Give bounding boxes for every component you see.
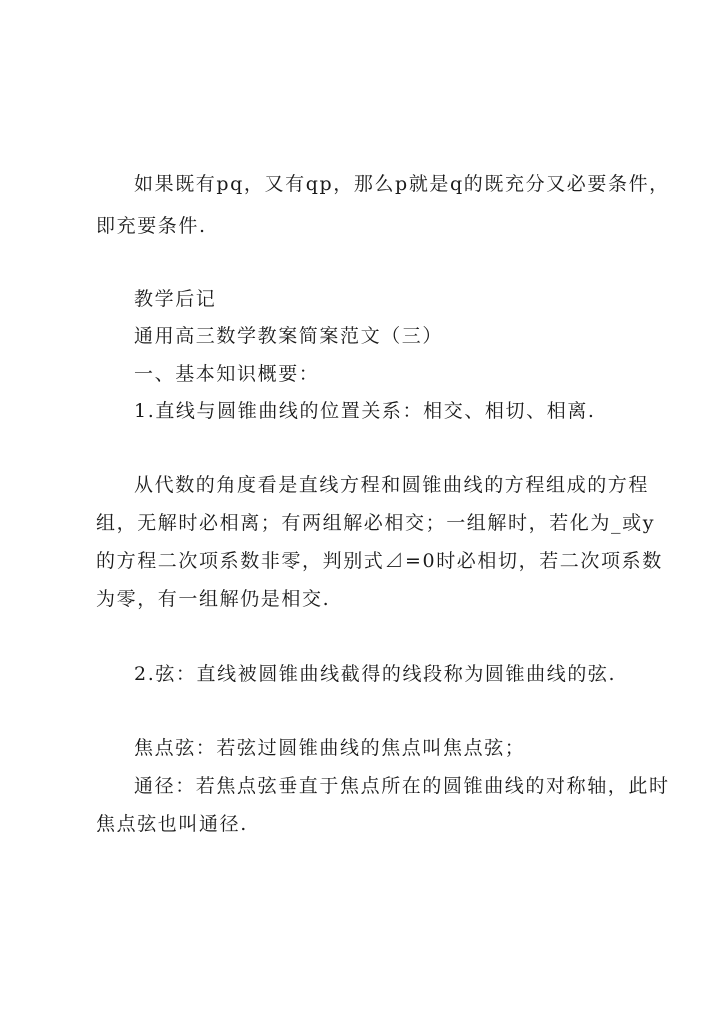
latus-rectum-definition-line-2: 焦点弦也叫通径.: [96, 813, 248, 835]
paragraph-sufficient-necessary-line-1: 如果既有pq，又有qp，那么p就是q的既充分又必要条件，: [134, 173, 670, 195]
paragraph-algebraic-view-line-2: 组，无解时必相离；有两组解必相交；一组解时，若化为_或y: [96, 512, 656, 534]
paragraph-algebraic-view-line-1: 从代数的角度看是直线方程和圆锥曲线的方程组成的方程: [134, 474, 650, 496]
section-title: 通用高三数学教案简案范文（三）: [134, 325, 444, 347]
basic-overview-heading: 一、基本知识概要：: [134, 363, 320, 385]
item-2-chord-definition: 2.弦：直线被圆锥曲线截得的线段称为圆锥曲线的弦.: [134, 663, 617, 685]
latus-rectum-definition-line-1: 通径：若焦点弦垂直于焦点所在的圆锥曲线的对称轴，此时: [134, 775, 670, 797]
paragraph-sufficient-necessary-line-2: 即充要条件.: [96, 215, 207, 237]
item-1-positional-relation: 1.直线与圆锥曲线的位置关系：相交、相切、相离.: [134, 400, 596, 422]
paragraph-algebraic-view-line-3: 的方程二次项系数非零，判别式⊿=0时必相切，若二次项系数: [96, 550, 663, 572]
paragraph-algebraic-view-line-4: 为零，有一组解仍是相交.: [96, 588, 331, 610]
focal-chord-definition: 焦点弦：若弦过圆锥曲线的焦点叫焦点弦；: [134, 737, 526, 759]
teaching-notes-heading: 教学后记: [134, 288, 217, 310]
